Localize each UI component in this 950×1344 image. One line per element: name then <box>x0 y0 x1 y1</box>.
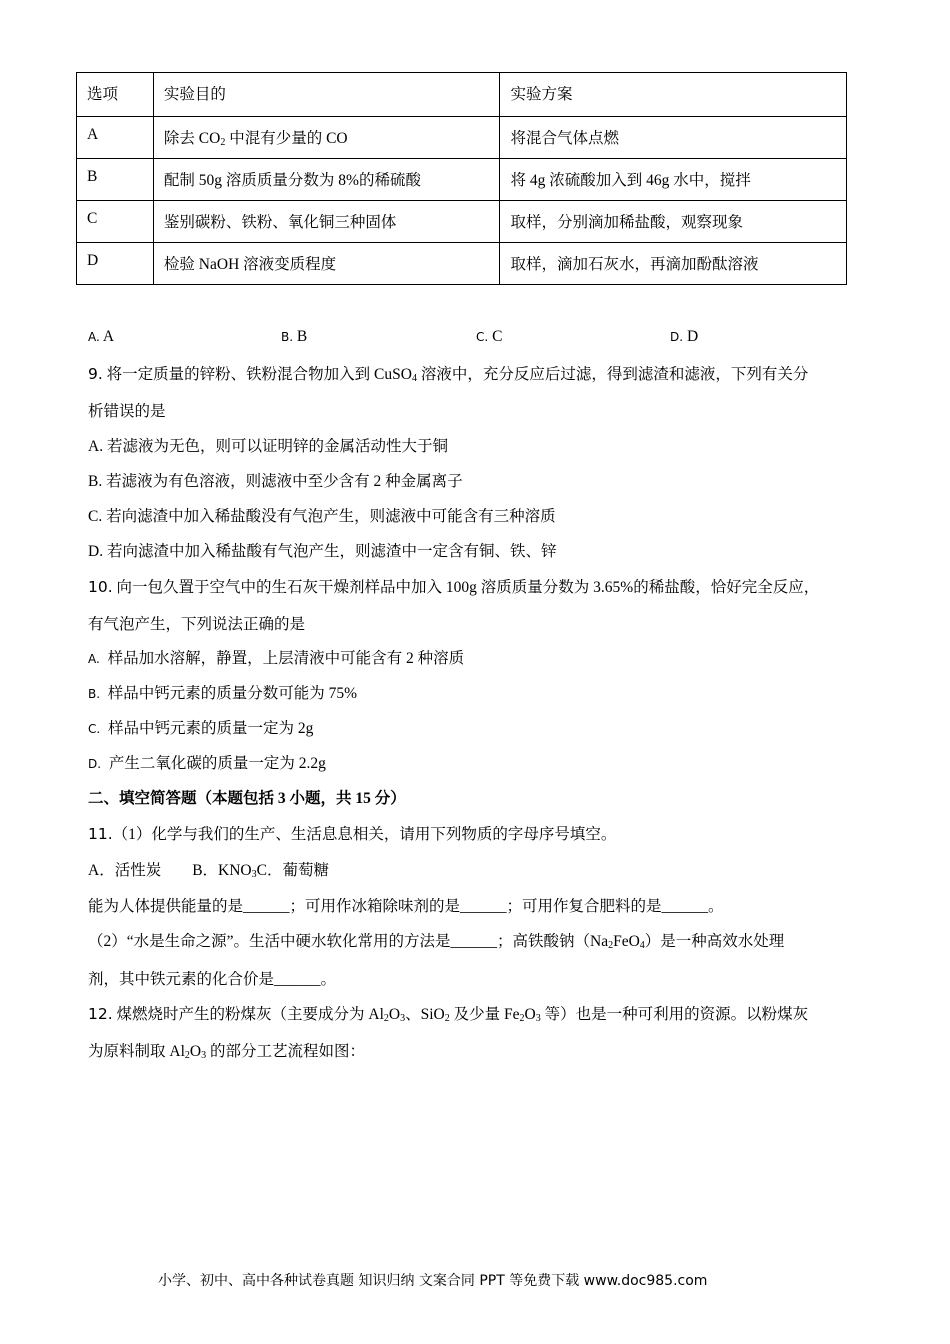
section-heading: 二、填空简答题（本题包括 3 小题，共 15 分） <box>88 790 406 807</box>
table-cell-plan: 取样，滴加石灰水，再滴加酚酞溶液 <box>500 243 847 285</box>
q11-part1 <box>88 822 616 844</box>
stem-text: ）是一种高效水处理 <box>644 933 785 950</box>
q8-choice-b <box>281 328 307 346</box>
q8-choice-a <box>88 328 114 346</box>
choice-label: C. <box>476 330 489 344</box>
question-number: 9. <box>88 365 103 383</box>
q10-stem <box>88 575 819 597</box>
table-cell-option: B <box>77 159 154 201</box>
table-header-cell: 实验方案 <box>500 73 847 117</box>
q12-stem <box>88 1002 808 1024</box>
stem-text: （1）化学与我们的生产、生活息息相关，请用下列物质的字母序号填空。 <box>112 826 617 843</box>
choice-text: D <box>686 328 699 345</box>
q9-stem <box>88 362 808 384</box>
subscript: 2 <box>444 1013 450 1024</box>
table-cell-purpose <box>153 117 500 159</box>
table-header-cell: 选项 <box>77 73 154 117</box>
option-text: C．葡萄糖 <box>256 862 329 879</box>
q9-option-a: A. 若滤液为无色，则可以证明锌的金属活动性大于铜 <box>88 438 448 455</box>
q9-option-c: C. 若向滤渣中加入稀盐酸没有气泡产生，则滤液中可能含有三种溶质 <box>88 508 556 525</box>
stem-text: 溶液中，充分反应后过滤，得到滤渣和滤液，下列有关分 <box>416 366 809 383</box>
option-label: A. <box>88 652 100 666</box>
stem-text: （2）“水是生命之源”。生活中硬水软化常用的方法是______；高铁酸钠（Na <box>88 933 609 950</box>
question-number: 10. <box>88 578 113 596</box>
q8-choice-c <box>476 328 502 346</box>
option-text: 产生二氧化碳的质量一定为 2.2g <box>108 755 326 772</box>
table-cell-purpose: 检验 NaOH 溶液变质程度 <box>153 243 500 285</box>
q10-option-d <box>88 751 326 773</box>
stem-text: O <box>524 1006 536 1023</box>
table-cell-purpose: 鉴别碳粉、铁粉、氧化铜三种固体 <box>153 201 500 243</box>
stem-text: 向一包久置于空气中的生石灰干燥剂样品中加入 100g 溶质质量分数为 3.65%的稀盐酸，恰好完全反应， <box>112 579 820 596</box>
choice-label: D. <box>670 330 684 344</box>
purpose-text: 除去 CO <box>163 130 221 147</box>
stem-text: 的部分工艺流程如图： <box>206 1043 365 1060</box>
q10-option-c <box>88 716 313 738</box>
subscript: 2 <box>519 1013 525 1024</box>
table-cell-option: C <box>77 201 154 243</box>
q10-stem-line2: 有气泡产生，下列说法正确的是 <box>88 616 306 633</box>
option-label: C. <box>88 722 101 736</box>
q9-stem-line2: 析错误的是 <box>88 403 166 420</box>
option-text: B．KNO <box>192 862 252 879</box>
option-text: A．活性炭 <box>88 862 162 879</box>
q11-part2-line2: 剂，其中铁元素的化合价是______。 <box>88 971 337 988</box>
q8-choice-d <box>670 328 698 346</box>
choice-label: B. <box>281 330 294 344</box>
choice-label: A. <box>88 330 100 344</box>
q11-options <box>88 858 329 880</box>
choice-text: B <box>296 328 308 345</box>
stem-text: 为原料制取 Al <box>88 1043 185 1060</box>
subscript: 2 <box>383 1013 389 1024</box>
table-row <box>77 117 847 159</box>
stem-text: O <box>388 1006 401 1023</box>
option-text: 样品加水溶解，静置，上层清液中可能含有 2 种溶质 <box>107 650 465 667</box>
experiment-table <box>76 72 847 285</box>
stem-text: 将一定质量的锌粉、铁粉混合物加入到 CuSO <box>102 366 412 383</box>
table-row <box>77 159 847 201</box>
subscript: 3 <box>400 1013 406 1024</box>
stem-text: 、SiO <box>405 1006 445 1023</box>
table-row <box>77 201 847 243</box>
choice-text: C <box>492 328 503 345</box>
option-label: D. <box>88 757 102 771</box>
question-number: 11. <box>88 825 113 843</box>
choice-text: A <box>102 328 115 345</box>
q11-part2 <box>88 929 784 951</box>
table-cell-plan: 将 4g 浓硫酸加入到 46g 水中，搅拌 <box>500 159 847 201</box>
stem-text: 及少量 Fe <box>449 1006 520 1023</box>
table-cell-plan: 取样，分别滴加稀盐酸，观察现象 <box>500 201 847 243</box>
subscript: 3 <box>251 869 257 880</box>
table-cell-purpose: 配制 50g 溶质质量分数为 8%的稀硫酸 <box>153 159 500 201</box>
q9-option-b: B. 若滤液为有色溶液，则滤液中至少含有 2 种金属离子 <box>88 473 463 490</box>
stem-text: 煤燃烧时产生的粉煤灰（主要成分为 Al <box>112 1006 384 1023</box>
footer-banner: 小学、初中、高中各种试卷真题 知识归纳 文案合同 PPT 等免费下载 www.doc985.com <box>158 1273 708 1289</box>
table-cell-plan: 将混合气体点燃 <box>500 117 847 159</box>
subscript: 4 <box>411 373 417 384</box>
subscript: 2 <box>220 137 226 148</box>
q11-fill-line: 能为人体提供能量的是______；可用作冰箱除味剂的是______；可用作复合肥料的是______。 <box>88 898 724 915</box>
stem-text: FeO <box>613 933 640 950</box>
subscript: 2 <box>608 940 614 951</box>
option-text: 样品中钙元素的质量一定为 2g <box>107 720 314 737</box>
subscript: 3 <box>535 1013 541 1024</box>
table-header-row <box>77 73 847 117</box>
purpose-text: 中混有少量的 CO <box>225 130 348 147</box>
table-row <box>77 243 847 285</box>
subscript: 3 <box>201 1050 207 1061</box>
stem-text: O <box>189 1043 202 1060</box>
q12-stem-line2 <box>88 1039 365 1061</box>
stem-text: 等）也是一种可利用的资源。以粉煤灰 <box>540 1006 809 1023</box>
table-cell-option: D <box>77 243 154 285</box>
q9-option-d: D. 若向滤渣中加入稀盐酸有气泡产生，则滤渣中一定含有铜、铁、锌 <box>88 543 557 560</box>
subscript: 2 <box>184 1050 190 1061</box>
q10-option-b <box>88 681 357 703</box>
q10-option-a <box>88 646 464 668</box>
question-number: 12. <box>88 1005 113 1023</box>
option-text: 样品中钙元素的质量分数可能为 75% <box>107 685 358 702</box>
table-header-cell: 实验目的 <box>153 73 500 117</box>
table-cell-option: A <box>77 117 154 159</box>
option-label: B. <box>88 687 101 701</box>
subscript: 4 <box>639 940 645 951</box>
